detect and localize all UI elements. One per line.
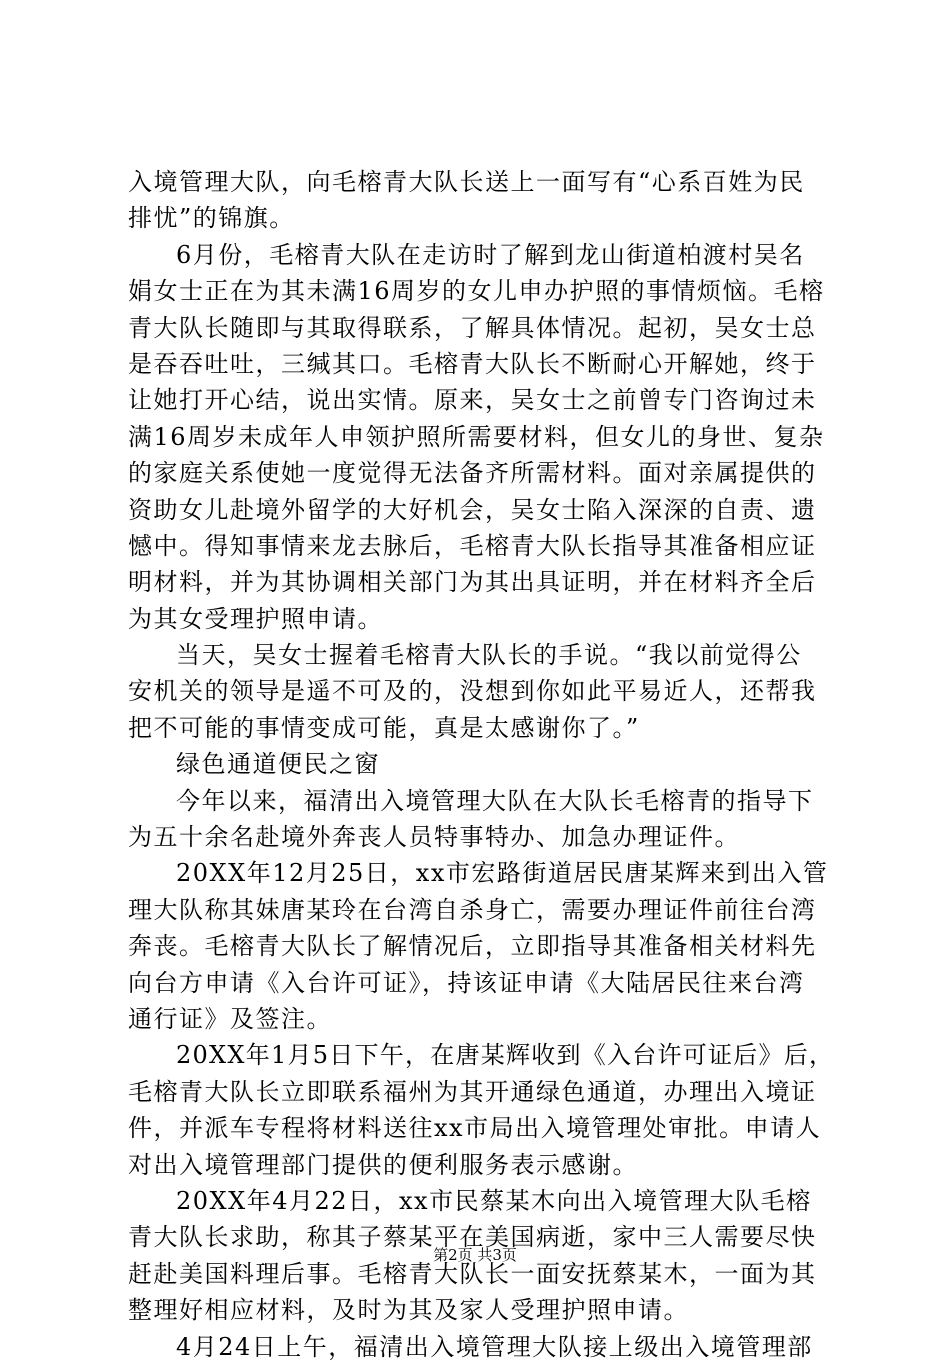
text-line: 明材料，并为其协调相关部门为其出具证明，并在材料齐全后 — [128, 568, 817, 597]
text-line: 把不可能的事情变成可能，真是太感谢你了。” — [128, 713, 640, 742]
text-line: 入境管理大队，向毛榕青大队长送上一面写有“心系百姓为民 — [128, 168, 805, 196]
text-line: 20XX年12月25日，xx市宏路街道居民唐某辉来到出入管 — [176, 859, 829, 888]
text-line: 绿色通道便民之窗 — [176, 750, 380, 779]
text-line: 憾中。得知事情来龙去脉后，毛榕青大队长指导其准备相应证 — [128, 531, 817, 560]
text-line: 4月24日上午，福清出入境管理大队接上级出入境管理部 — [176, 1332, 813, 1361]
text-line: 让她打开心结，说出实情。原来，吴女士之前曾专门咨询过未 — [128, 386, 817, 415]
text-line: 20XX年4月22日，xx市民蔡某木向出入境管理大队毛榕 — [176, 1186, 812, 1215]
text-line: 当天，吴女士握着毛榕青大队长的手说。“我以前觉得公 — [176, 641, 802, 670]
text-line: 6月份，毛榕青大队在走访时了解到龙山街道柏渡村吴名 — [176, 240, 805, 269]
text-line: 今年以来，福清出入境管理大队在大队长毛榕青的指导下 — [176, 786, 814, 815]
text-line: 向台方申请《入台许可证》，持该证申请《大陆居民往来台湾 — [128, 968, 805, 997]
text-line: 对出入境管理部门提供的便利服务表示感谢。 — [128, 1150, 638, 1179]
text-line: 满16周岁未成年人申领护照所需要材料，但女儿的身世、复杂 — [128, 422, 825, 451]
text-line: 整理好相应材料，及时为其及家人受理护照申请。 — [128, 1296, 689, 1325]
text-line: 理大队称其妹唐某玲在台湾自杀身亡，需要办理证件前往台湾 — [128, 895, 817, 924]
document-body — [128, 164, 840, 1365]
text-line: 安机关的领导是遥不可及的，没想到你如此平易近人，还帮我 — [128, 677, 817, 706]
text-line: 是吞吞吐吐，三缄其口。毛榕青大队长不断耐心开解她，终于 — [128, 349, 817, 378]
text-line: 毛榕青大队长立即联系福州为其开通绿色通道，办理出入境证 — [128, 1077, 817, 1106]
text-line: 为其女受理护照申请。 — [128, 604, 383, 633]
text-line: 为五十余名赴境外奔丧人员特事特办、加急办理证件。 — [128, 823, 740, 852]
text-line: 娟女士正在为其未满16周岁的女儿申办护照的事情烦恼。毛榕 — [128, 277, 825, 306]
text-line: 通行证》及签注。 — [128, 1004, 332, 1033]
text-line: 20XX年1月5日下午，在唐某辉收到《入台许可证后》后， — [176, 1041, 835, 1070]
text-line: 青大队长随即与其取得联系，了解具体情况。起初，吴女士总 — [128, 313, 817, 342]
text-line: 排忧”的锦旗。 — [128, 204, 295, 233]
text-line: 资助女儿赴境外留学的大好机会，吴女士陷入深深的自责、遗 — [128, 495, 817, 524]
page-footer: 第2页 共3页 — [433, 1246, 517, 1264]
text-line: 赶赴美国料理后事。毛榕青大队长一面安抚蔡某木，一面为其 — [128, 1259, 817, 1288]
text-line: 奔丧。毛榕青大队长了解情况后，立即指导其准备相关材料先 — [128, 932, 817, 961]
text-line: 的家庭关系使她一度觉得无法备齐所需材料。面对亲属提供的 — [128, 459, 817, 488]
text-line: 件，并派车专程将材料送往xx市局出入境管理处审批。申请人 — [128, 1114, 822, 1143]
text-line: 青大队长求助，称其子蔡某平在美国病逝，家中三人需要尽快 — [128, 1223, 817, 1252]
